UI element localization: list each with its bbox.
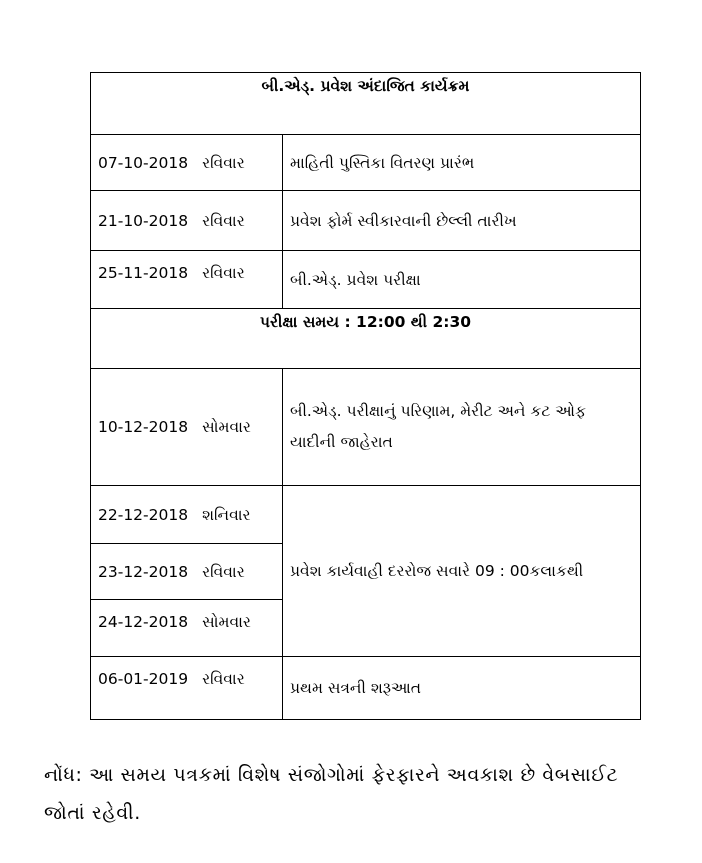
day-value: સોમવાર: [202, 613, 251, 631]
exam-time: પરીક્ષા સમય : 12:00 થી 2:30: [91, 309, 641, 369]
date-cell: [91, 191, 283, 251]
date-cell: [91, 135, 283, 191]
table-title: બી.એડ્. પ્રવેશ અંદાજિત કાર્યક્રમ: [91, 73, 641, 135]
date-cell: [91, 600, 283, 657]
admission-event-cell: પ્રવેશ કાર્યવાહી દરરોજ સવારે 09 : 00કલાકથી: [283, 486, 641, 657]
event-cell: બી.એડ્. પ્રવેશ પરીક્ષા: [283, 251, 641, 309]
day-value: રવિવાર: [202, 153, 245, 172]
date-value: 07-10-2018: [98, 153, 189, 172]
date-cell: [91, 544, 283, 600]
date-cell: [91, 486, 283, 544]
footer-note: નોંધ: આ સમય પત્રકમાં વિશેષ સંજોગોમાં ફેરફારને અવકાશ છે વેબસાઈટ જોતાં રહેવી.: [44, 764, 619, 824]
table-row: [91, 486, 641, 544]
exam-time-row: [91, 309, 641, 369]
day-value: રવિવાર: [202, 264, 245, 282]
table-row: [91, 135, 641, 191]
table-row: [91, 251, 641, 309]
title-row: [91, 73, 641, 135]
event-cell: પ્રવેશ ફોર્મ સ્વીકારવાની છેલ્લી તારીખ: [283, 191, 641, 251]
event-cell: પ્રથમ સત્રની શરૂઆત: [283, 657, 641, 720]
date-value: 22-12-2018: [98, 505, 189, 524]
table-row: [91, 369, 641, 486]
day-value: રવિવાર: [202, 562, 245, 581]
date-value: 24-12-2018: [98, 613, 189, 631]
schedule-table: [90, 72, 641, 720]
day-value: રવિવાર: [202, 670, 245, 688]
day-value: રવિવાર: [202, 211, 245, 230]
table-row: [91, 191, 641, 251]
event-cell: બી.એડ્. પરીક્ષાનું પરિણામ, મેરીટ અને કટ ઓફ યાદીની જાહેરાત: [283, 369, 641, 486]
date-cell: [91, 369, 283, 486]
date-value: 21-10-2018: [98, 211, 189, 230]
event-cell: માહિતી પુસ્તિકા વિતરણ પ્રારંભ: [283, 135, 641, 191]
date-value: 06-01-2019: [98, 670, 189, 688]
table-row: [91, 657, 641, 720]
date-value: 23-12-2018: [98, 562, 189, 581]
date-value: 10-12-2018: [98, 418, 189, 436]
day-value: શનિવાર: [202, 505, 251, 524]
date-cell: [91, 657, 283, 720]
day-value: સોમવાર: [202, 418, 251, 436]
date-cell: [91, 251, 283, 309]
date-value: 25-11-2018: [98, 264, 189, 282]
